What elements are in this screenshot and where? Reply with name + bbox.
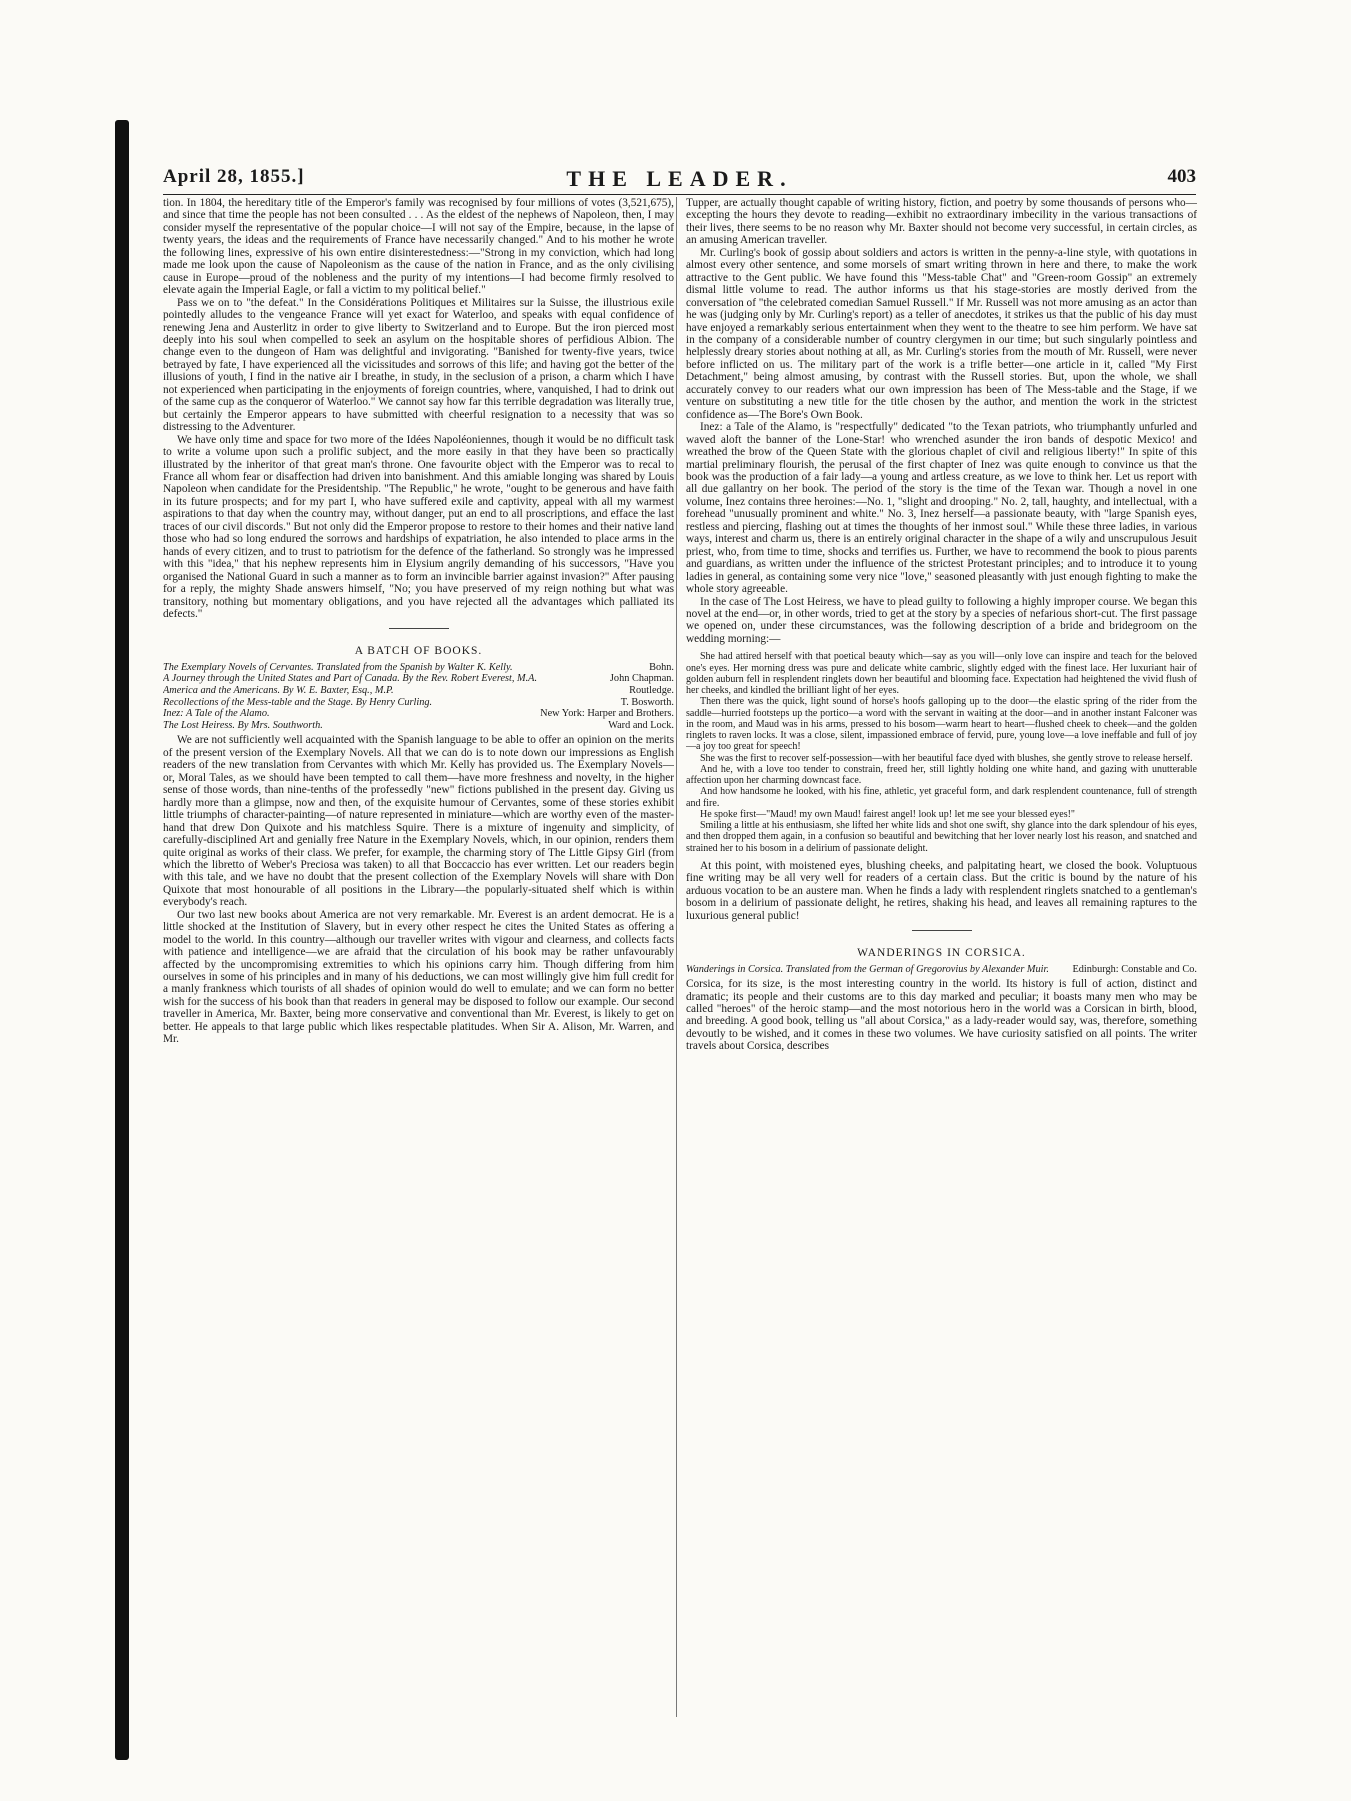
book-entry: Recollections of the Mess-table and the Stage. By Henry Curling. T. Bosworth. <box>163 696 674 708</box>
divider <box>389 628 449 629</box>
page-number: 403 <box>1167 166 1196 187</box>
paragraph: Our two last new books about America are not very remarkable. Mr. Everest is an ardent democrat. He is a little shocked at the Institution of Slavery, but in every other respect he cites the United States as offering a model to the world. In this country—although our traveller writes with vigour and clearness, and collects facts with patience and intelligence—we are afraid that the circulation of his book may be rather unfavourably affected by the uncompromising extremities to which his opinions carry him. Though differing from him ourselves in some of his principles and in many of his deductions, we can most willingly give him full credit for a manly frankness which tourists of all shades of opinion would do well to emulate; and we can form no better wish for the success of his book than that readers in general may be disposed to follow our example. Our second traveller in America, Mr. Baxter, being more conservative and conventional than Mr. Everest, is likely to get on better. He appeals to that large public which likes respectable platitudes. When Sir A. Alison, Mr. Warren, and Mr. <box>163 908 674 1046</box>
quotation: And how handsome he looked, with his fine, athletic, yet graceful form, and dark resplendent countenance, full of strength and fire. <box>686 786 1197 809</box>
book-entry: Inez: A Tale of the Alamo. New York: Harper and Brothers. <box>163 708 674 720</box>
book-entry: Wanderings in Corsica. Translated from the German of Gregorovius by Alexander Muir. Edinburgh: Constable and Co. <box>686 963 1197 975</box>
paragraph: In the case of The Lost Heiress, we have to plead guilty to following a highly improper course. We began this novel at the end—or, in other words, tried to get at the story by a species of nefarious short-cut. The first passage we opened on, under these circumstances, was the following description of a bride and bridegroom on the wedding morning:— <box>686 595 1197 645</box>
book-list <box>686 964 1197 976</box>
book-entry: A Journey through the United States and Part of Canada. By the Rev. Robert Everest, M.A. John Chapman. <box>163 673 674 685</box>
paragraph: Corsica, for its size, is the most interesting country in the world. Its history is full of action, distinct and dramatic; its people and their customs are to this day marked and peculiar; it boasts many men who may be called "heroes" of the heroic stamp—and the most notorious hero in the world was a Corsican in birth, blood, and breeding. A good book, telling us "all about Corsica," as a lady-reader would say, was, therefore, something devoutly to be wished, and it comes in these two volumes. We have curiosity satisfied on all points. The writer travels about Corsica, describes <box>686 978 1197 1053</box>
book-list <box>163 662 674 732</box>
right-column <box>686 197 1197 1717</box>
left-column <box>163 197 674 1717</box>
quotation: She was the first to recover self-possession—with her beautiful face dyed with blushes, she gently strove to release herself. <box>700 752 1193 764</box>
paragraph: Inez: a Tale of the Alamo, is "respectfully" dedicated "to the Texan patriots, who triumphantly unfurled and waved aloft the banner of the Lone-Star! who wrenched asunder the iron bands of despotic Mexico! and wreathed the brow of the Queen State with the glorious chaplet of civil and religious liberty!" In spite of this martial preliminary flourish, the perusal of the first chapter of Inez was quite enough to convince us that the book was the production of a fair lady—a young and artless creature, as we love to think her. Let us report with all due gallantry on her book. The period of the story is the time of the Texan war. Though a novel in one volume, Inez contains three heroines:—No. 1, "slight and drooping." No. 2, tall, haughty, and intellectual, with a forehead "unusually prominent and white." No. 3, Inez herself—a passionate beauty, with "large Spanish eyes, restless and piercing, flashing out at times the thoughts of her inmost soul." While these three ladies, in various ways, interest and charm us, there is an entirely original character in the shape of a wily and unscrupulous Jesuit priest, who, from time to time, shocks and terrifies us. Further, we have to recommend the book to pious parents and guardians, as written under the influence of the strictest Protestant principles; and to introduce it to young ladies in general, as containing some very nice "love," seasoned pleasantly with just enough fighting to make the whole story agreeable. <box>686 421 1197 596</box>
quotation: She had attired herself with that poetical beauty which—say as you will—only love can inspire and teach for the beloved one's eyes. Her morning dress was pure and delicate white cambric, slightly edged with the finest lace. Her luxuriant hair of golden auburn fell in resplendent ringlets down her beautiful and blooming face. Expectation had heightened the vivid flush of her cheeks, and kindled the brilliant light of her eyes. <box>686 651 1197 697</box>
masthead-title: THE LEADER. <box>566 166 793 191</box>
quotation: He spoke first—"Maud! my own Maud! fairest angel! look up! let me see your blessed eyes!" <box>700 808 1076 820</box>
paragraph: At this point, with moistened eyes, blushing cheeks, and palpitating heart, we closed the book. Voluptuous fine writing may be all very well for readers of a certain class. But the critic is bound by the nature of his arduous vocation to be an austere man. When he finds a lady with resplendent ringlets snatched to a gentleman's bosom in a delirium of passionate delight, he retires, shaking his head, and leaves all remaining raptures to the luxurious general public! <box>686 859 1197 922</box>
margin-bar <box>115 120 129 1760</box>
quotation: Smiling a little at his enthusiasm, she lifted her white lids and shot one swift, shy glance into the dark splendour of his eyes, and then dropped them again, in a confusion so beautiful and bewitching that her lover nearly lost his reason, and snatched and strained her to his bosom in a delirium of passionate delight. <box>686 820 1197 854</box>
book-entry: America and the Americans. By W. E. Baxter, Esq., M.P. Routledge. <box>163 685 674 697</box>
paragraph: We have only time and space for two more of the Idées Napoléoniennes, though it would be no difficult task to write a volume upon such a prolific subject, and the more easily in that they have been so practically illustrated by the inheritor of that great man's throne. One favourite object with the Emperor was to recal to France all whom fear or disaffection had driven into banishment. And this amiable longing was shared by Louis Napoleon when candidate for the Presidentship. "The Republic," he wrote, "ought to be generous and have faith in its future prospects; and for my part I, who have suffered exile and captivity, appeal with all my warmest aspirations to that day when the country may, without danger, put an end to all proscriptions, and efface the last traces of our civil discords." But not only did the Emperor propose to restore to their homes and their native land those who had so long endured the sorrows and hardships of expatriation, he also intended to place arms in the hands of every citizen, and to trust to patriotism for the defence of the fatherland. So strongly was he impressed with this "idea," that his nephew represents him in Elysium angrily demanding of his successors, "Have you organised the National Guard in such a manner as to form an invincible barrier against invasion?" After pausing for a reply, the mighty Shade answers himself, "No; you have preserved of my reign nothing but what was transitory, nothing but momentary obligations, and you have rejected all the advantages which palliated its defects." <box>163 433 674 620</box>
section-heading-batch-of-books: A BATCH OF BOOKS. <box>354 645 483 658</box>
column-separator <box>676 197 677 1717</box>
paragraph: We are not sufficiently well acquainted with the Spanish language to be able to offer an opinion on the merits of the present version of the Exemplary Novels. All that we can do is to note down our impressions as English readers of the new translation from Cervantes with which Mr. Kelly has provided us. The Exemplary Novels—or, Moral Tales, as we should have been tempted to call them—have more freshness and novelty, in the higher sense of those words, than nine-tenths of the professedly "new" fictions published in the present day. Giving us hardly more than a glimpse, now and then, of the exquisite humour of Cervantes, some of these stories exhibit little triumphs of character-painting—of nature represented in miniature—which are worthy even of the master-hand that drew Don Quixote and his matchless Squire. There is a mixture of ingenuity and simplicity, of carefully-disciplined Art and genially free Nature in the Exemplary Novels, which, in our opinion, renders them quite original as works of their class. We prefer, for example, the charming story of The Little Gipsy Girl (from which the libretto of Weber's Preciosa was taken) to all that Boccaccio has ever written. Let our readers begin with this tale, and we have no doubt that the present collection of the Exemplary Novels will share with Don Quixote that most honourable of all positions in the Library—the popularly-situated shelf which is within everybody's reach. <box>163 734 674 909</box>
section-heading-wanderings-in-corsica: WANDERINGS IN CORSICA. <box>857 947 1026 960</box>
paragraph: Pass we on to "the defeat." In the Considérations Politiques et Militaires sur la Suisse, the illustrious exile pointedly alludes to the vengeance France will yet exact for Waterloo, and speaks with equal confidence of renewing Jena and Austerlitz in order to give liberty to Switzerland and to Europe. But the iron pierced most deeply into his soul when compelled to seek an asylum on the hospitable shores of perfidious Albion. The change even to the dungeon of Ham was delightful and invigorating. "Banished for twenty-five years, twice betrayed by fate, I have experienced all the vicissitudes and sorrows of this life; and having got the better of the illusions of youth, I find in the native air I breathe, in study, in the seclusion of a prison, a charm which I have not experienced when participating in the enjoyments of foreign countries, where, vanquished, I had to drink out of the same cup as the conqueror of Waterloo." We cannot say how far this terrible degradation was literally true, but certainly the Emperor appears to have submitted with cheerful resignation to a necessity that was so distressing to the Adventurer. <box>163 296 674 434</box>
quotation: Then there was the quick, light sound of horse's hoofs galloping up to the door—the elastic spring of the rider from the saddle—hurried footsteps up the portico—a word with the servant in waiting at the door—and in another instant Falconer was in the room, and Maud was in his arms, pressed to his bosom—warm heart to heart—flushed cheek to cheek—and the golden ringlets to raven locks. It was a close, silent, impassioned embrace of fervid, pure, young love—a love ineffable and full of joy—a joy too great for speech! <box>686 696 1197 753</box>
header-rule <box>163 194 1196 195</box>
header-date: April 28, 1855.] <box>163 166 305 187</box>
book-entry: The Lost Heiress. By Mrs. Southworth. Ward and Lock. <box>163 719 674 731</box>
paragraph: Mr. Curling's book of gossip about soldiers and actors is written in the penny-a-line style, with quotations in almost every other sentence, and some morsels of smart writing thrown in here and there, to make the work attractive to the Gent public. We have found this "Mess-table Chat" and "Green-room Gossip" an extremely dismal little volume to read. The author informs us that his stage-stories are mostly derived from the conversation of "the celebrated comedian Samuel Russell." If Mr. Russell was not more amusing as an actor than he was (judging only by Mr. Curling's report) as a teller of anecdotes, it strikes us that the public of his day must have enjoyed a remarkably serious entertainment when they went to the theatre to see him perform. We have sat in the company of a considerable number of country clergymen in our time; but such singularly pointless and helplessly dreary stories about nothing at all, as Mr. Curling's stories from the mouth of Mr. Russell, were never before inflicted on us. The military part of the work is a trifle better—one article in it, called "My First Detachment," being almost amusing, by contrast with the Russell stories. But, upon the whole, we shall accurately convey to our readers what our own impression has been of The Mess-table and the Stage, if we venture on substituting a new title for the title chosen by the author, and mention the work in the strictest confidence as—The Bore's Own Book. <box>686 246 1197 421</box>
divider <box>912 930 972 931</box>
book-entry: The Exemplary Novels of Cervantes. Translated from the Spanish by Walter K. Kelly. Bohn. <box>163 661 674 673</box>
paragraph: tion. In 1804, the hereditary title of the Emperor's family was recognised by four millions of votes (3,521,675), and since that time the people has not been consulted . . . As the eldest of the nephews of Napoleon, then, I may consider myself the representative of the popular choice—I will not say of the Empire, because, in the lapse of twenty years, the ideas and the requirements of France have necessarily changed." And to his mother he wrote the following lines, expressive of his own entire disinterestedness:—"Strong in my conviction, which had long made me look upon the cause of Napoleonism as the cause of the nation in France, and as the only civilising cause in Europe—proud of the nobleness and the purity of my intentions—I had become firmly resolved to elevate again the Imperial Eagle, or fall a victim to my political belief." <box>163 197 674 297</box>
quotation: And he, with a love too tender to constrain, freed her, still lightly holding one white hand, and gazing with unutterable affection upon her charming downcast face. <box>686 763 1197 787</box>
paragraph: Tupper, are actually thought capable of writing history, fiction, and poetry by some thousands of persons who—excepting the hours they devote to reading—exhibit no extraordinary imbecility in the various transactions of their lives, there seems to be no reason why Mr. Baxter should not become very successful, in certain circles, as an amusing American traveller. <box>686 197 1197 247</box>
